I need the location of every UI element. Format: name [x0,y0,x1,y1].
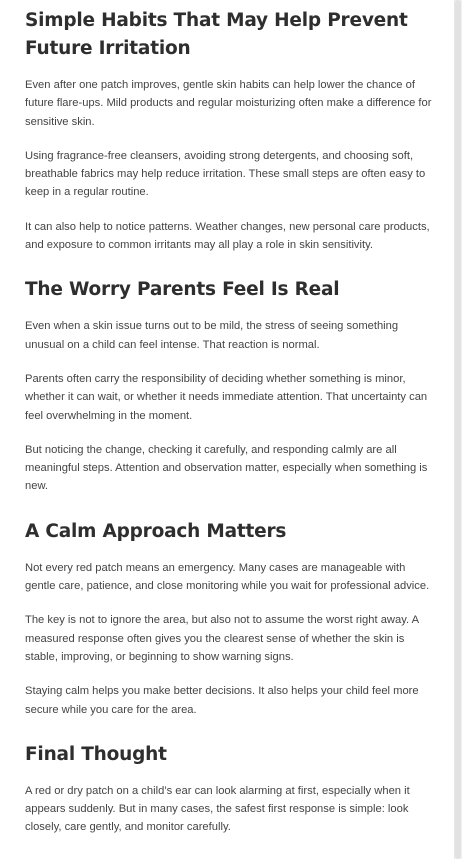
section-heading-final-thought: Final Thought [25,743,167,765]
paragraph: Even when a skin issue turns out to be mild, the stress of seeing something unusual on a child can feel intense. That reaction is normal. [25,320,399,351]
paragraph: Using fragrance-free cleansers, avoiding strong detergents, and choosing soft, breathable fabrics may help reduce irritation. These small steps are often easy to keep in a regular routine. [25,149,426,199]
paragraph: Not every red patch means an emergency. Many cases are manageable with gentle care, patience, and close monitoring while you wait for professional advice. [25,561,430,593]
section-heading-prevent-irritation: Simple Habits That May Help Prevent Future Irritation [25,10,408,59]
scrollbar-thumb[interactable] [455,0,461,859]
scrollbar-track[interactable] [454,0,462,859]
paragraph: Parents often carry the responsibility of deciding whether something is minor, whether it can wait, or whether it needs immediate attention. That uncertainty can feel overwhelming in the moment. [25,372,428,422]
section-heading-parents-worry: The Worry Parents Feel Is Real [25,279,340,301]
paragraph: But noticing the change, checking it carefully, and responding calmly are all meaningful steps. Attention and observation matter, especially when something is new. [25,443,428,493]
section-heading-calm-approach: A Calm Approach Matters [25,520,287,542]
paragraph: Even after one patch improves, gentle skin habits can help lower the chance of future flare-ups. Mild products and regular moisturizing often make a difference for sensitive skin. [25,79,432,128]
paragraph: Staying calm helps you make better decisions. It also helps your child feel more secure while you care for the area. [25,685,419,716]
paragraph: A red or dry patch on a child’s ear can look alarming at first, especially when it appears suddenly. But in many cases, the safest first response is simple: look closely, care gently, and monitor carefully. [25,784,410,834]
paragraph: It can also help to notice patterns. Weather changes, new personal care products, and exposure to common irritants may all play a role in skin sensitivity. [25,220,430,252]
article-body [25,0,435,837]
paragraph: The key is not to ignore the area, but also not to assume the worst right away. A measured response often gives you the clearest sense of whether the skin is stable, improving, or beginning to show warning signs. [25,614,419,663]
